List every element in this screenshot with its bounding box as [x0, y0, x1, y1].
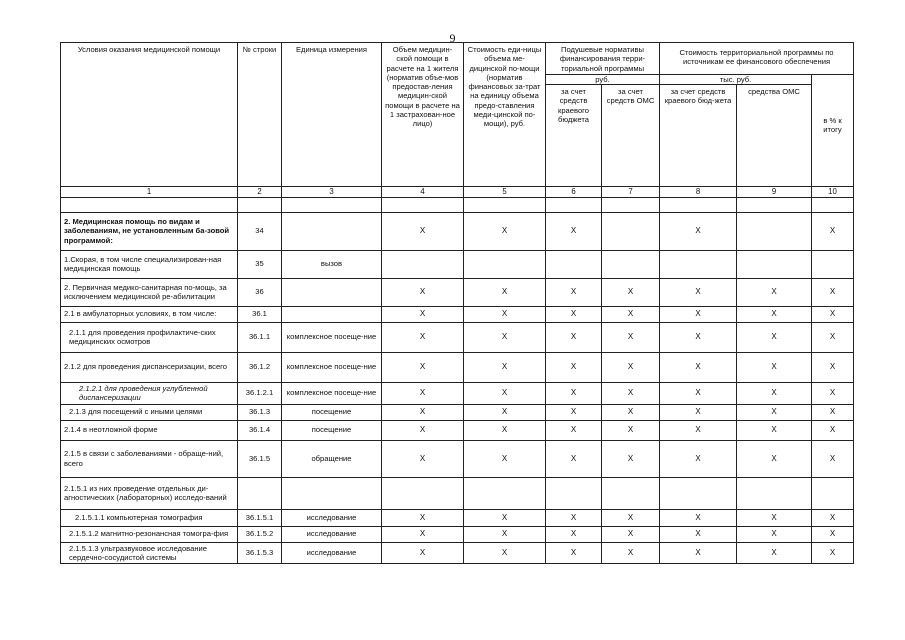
- value-cell: Х: [546, 382, 602, 404]
- row-label: 2.1.5.1.2 магнитно-резонансная томогра-фия: [61, 526, 238, 542]
- col-number: 2: [238, 187, 282, 198]
- territorial-program-table: [60, 42, 854, 564]
- value-cell: Х: [546, 322, 602, 352]
- value-cell: Х: [546, 526, 602, 542]
- row-label: 2. Медицинская помощь по видам и заболеваниям, не установленным ба-зовой программой:: [61, 212, 238, 250]
- row-number: 36.1.2.1: [238, 382, 282, 404]
- value-cell: Х: [382, 306, 464, 322]
- value-cell: Х: [660, 322, 737, 352]
- value-cell: [546, 250, 602, 278]
- value-cell: Х: [737, 278, 812, 306]
- value-cell: [737, 250, 812, 278]
- table-row: [61, 509, 854, 526]
- table-row: [61, 382, 854, 404]
- value-cell: Х: [546, 542, 602, 564]
- value-cell: Х: [812, 420, 854, 440]
- value-cell: Х: [812, 306, 854, 322]
- col-number: 9: [737, 187, 812, 198]
- value-cell: Х: [737, 322, 812, 352]
- col-number: 8: [660, 187, 737, 198]
- row-number: 36.1.5: [238, 440, 282, 477]
- header-volume: Объем медицин-ской помощи в расчете на 1 жителя (норматив объе-мов предостав-ления медицин-ской помощи в расчете на 1 застрахован-ное лицо): [382, 43, 464, 187]
- value-cell: Х: [382, 212, 464, 250]
- value-cell: Х: [812, 404, 854, 420]
- value-cell: Х: [546, 420, 602, 440]
- row-unit: [282, 477, 382, 509]
- value-cell: [737, 212, 812, 250]
- value-cell: [602, 250, 660, 278]
- table-row: [61, 322, 854, 352]
- row-label: 2.1.5.1 из них проведение отдельных ди-агностических (лабораторных) исследо-ваний: [61, 477, 238, 509]
- value-cell: Х: [382, 404, 464, 420]
- value-cell: Х: [812, 382, 854, 404]
- value-cell: Х: [737, 404, 812, 420]
- value-cell: Х: [812, 509, 854, 526]
- row-number: 36.1.5.3: [238, 542, 282, 564]
- value-cell: Х: [382, 440, 464, 477]
- value-cell: Х: [660, 526, 737, 542]
- header-conditions: Условия оказания медицинской помощи: [61, 43, 238, 187]
- value-cell: [602, 212, 660, 250]
- row-number: 36.1: [238, 306, 282, 322]
- value-cell: Х: [382, 509, 464, 526]
- header-territorial-cost: Стоимость территориальной программы по источникам ее финансового обеспечения: [660, 43, 854, 75]
- value-cell: Х: [812, 542, 854, 564]
- table-row: [61, 420, 854, 440]
- header-row-number: № строки: [238, 43, 282, 187]
- table-row: [61, 440, 854, 477]
- header-tc-budget: за счет средств краевого бюд-жета: [660, 85, 737, 187]
- value-cell: [602, 477, 660, 509]
- value-cell: Х: [602, 440, 660, 477]
- row-unit: комплексное посеще-ние: [282, 382, 382, 404]
- value-cell: Х: [464, 306, 546, 322]
- value-cell: Х: [660, 382, 737, 404]
- value-cell: Х: [382, 322, 464, 352]
- value-cell: Х: [546, 440, 602, 477]
- row-unit: [282, 212, 382, 250]
- value-cell: Х: [464, 440, 546, 477]
- value-cell: [464, 250, 546, 278]
- row-number: 34: [238, 212, 282, 250]
- value-cell: Х: [546, 212, 602, 250]
- value-cell: [546, 477, 602, 509]
- row-unit: комплексное посеще-ние: [282, 352, 382, 382]
- value-cell: Х: [660, 509, 737, 526]
- value-cell: Х: [737, 526, 812, 542]
- value-cell: Х: [464, 404, 546, 420]
- value-cell: Х: [546, 306, 602, 322]
- value-cell: Х: [464, 278, 546, 306]
- value-cell: Х: [464, 382, 546, 404]
- row-unit: вызов: [282, 250, 382, 278]
- value-cell: Х: [602, 382, 660, 404]
- value-cell: Х: [660, 352, 737, 382]
- value-cell: Х: [737, 352, 812, 382]
- value-cell: Х: [812, 212, 854, 250]
- value-cell: Х: [382, 420, 464, 440]
- row-unit: комплексное посеще-ние: [282, 322, 382, 352]
- value-cell: Х: [660, 440, 737, 477]
- value-cell: Х: [464, 352, 546, 382]
- row-number: 36.1.4: [238, 420, 282, 440]
- table-row: [61, 212, 854, 250]
- value-cell: Х: [737, 542, 812, 564]
- value-cell: [660, 197, 737, 212]
- value-cell: Х: [546, 509, 602, 526]
- row-label: 2.1.3 для посещений с иными целями: [61, 404, 238, 420]
- col-number: 1: [61, 187, 238, 198]
- value-cell: [660, 477, 737, 509]
- row-label: [61, 197, 238, 212]
- row-label: 2.1.1 для проведения профилактиче-ских медицинских осмотров: [61, 322, 238, 352]
- row-number: 36.1.5.2: [238, 526, 282, 542]
- value-cell: Х: [812, 526, 854, 542]
- header-pc-oms: за счет средств ОМС: [602, 85, 660, 187]
- value-cell: Х: [382, 352, 464, 382]
- row-number: 36.1.2: [238, 352, 282, 382]
- table-row: [61, 306, 854, 322]
- column-number-row: [61, 187, 854, 198]
- value-cell: Х: [546, 352, 602, 382]
- row-unit: исследование: [282, 526, 382, 542]
- value-cell: Х: [382, 278, 464, 306]
- row-label: 1.Скорая, в том числе специализирован-ная медицинская помощь: [61, 250, 238, 278]
- value-cell: [382, 250, 464, 278]
- col-number: 5: [464, 187, 546, 198]
- table-row: [61, 404, 854, 420]
- table-row: [61, 197, 854, 212]
- value-cell: [812, 197, 854, 212]
- header-per-capita-unit: руб.: [546, 74, 660, 84]
- table-row: [61, 352, 854, 382]
- value-cell: [812, 250, 854, 278]
- value-cell: Х: [812, 322, 854, 352]
- row-number: [238, 477, 282, 509]
- header-pc-budget: за счет средств краевого бюджета: [546, 85, 602, 187]
- row-unit: [282, 197, 382, 212]
- col-number: 6: [546, 187, 602, 198]
- value-cell: [737, 197, 812, 212]
- value-cell: Х: [382, 382, 464, 404]
- value-cell: Х: [464, 212, 546, 250]
- value-cell: [464, 197, 546, 212]
- value-cell: Х: [602, 542, 660, 564]
- value-cell: Х: [737, 440, 812, 477]
- row-number: 35: [238, 250, 282, 278]
- row-number: 36.1.3: [238, 404, 282, 420]
- row-unit: посещение: [282, 420, 382, 440]
- row-label: 2.1 в амбулаторных условиях, в том числе:: [61, 306, 238, 322]
- value-cell: Х: [812, 440, 854, 477]
- col-number: 10: [812, 187, 854, 198]
- value-cell: Х: [660, 404, 737, 420]
- value-cell: Х: [464, 509, 546, 526]
- value-cell: Х: [660, 420, 737, 440]
- row-number: 36.1.5.1: [238, 509, 282, 526]
- value-cell: Х: [602, 278, 660, 306]
- value-cell: Х: [660, 212, 737, 250]
- header-unit-cost: Стоимость еди-ницы объема ме-дицинской по-мощи (норматив финансовых за-трат на единицу объема предо-ставления меди-цинской по-мощи), руб.: [464, 43, 546, 187]
- value-cell: Х: [464, 420, 546, 440]
- row-unit: обращение: [282, 440, 382, 477]
- value-cell: Х: [737, 509, 812, 526]
- row-label: 2.1.5.1.1 компьютерная томография: [61, 509, 238, 526]
- value-cell: Х: [546, 278, 602, 306]
- row-label: 2.1.5.1.3 ультразвуковое исследование сердечно-сосудистой системы: [61, 542, 238, 564]
- row-label: 2.1.2 для проведения диспансеризации, всего: [61, 352, 238, 382]
- value-cell: Х: [737, 306, 812, 322]
- page-number: 9: [449, 31, 456, 45]
- table-row: [61, 278, 854, 306]
- value-cell: Х: [382, 526, 464, 542]
- row-number: [238, 197, 282, 212]
- col-number: 7: [602, 187, 660, 198]
- value-cell: Х: [546, 404, 602, 420]
- value-cell: Х: [660, 306, 737, 322]
- value-cell: [464, 477, 546, 509]
- value-cell: Х: [602, 404, 660, 420]
- row-label: 2.1.4 в неотложной форме: [61, 420, 238, 440]
- value-cell: Х: [602, 509, 660, 526]
- row-unit: исследование: [282, 542, 382, 564]
- value-cell: Х: [660, 542, 737, 564]
- table-row: [61, 477, 854, 509]
- value-cell: Х: [812, 352, 854, 382]
- row-unit: исследование: [282, 509, 382, 526]
- table-row: [61, 542, 854, 564]
- value-cell: Х: [382, 542, 464, 564]
- value-cell: [602, 197, 660, 212]
- header-per-capita: Подушевые нормативы финансирования терри-ториальной программы: [546, 43, 660, 75]
- value-cell: Х: [602, 306, 660, 322]
- value-cell: Х: [660, 278, 737, 306]
- table-row: [61, 250, 854, 278]
- value-cell: [382, 197, 464, 212]
- row-label: 2.1.2.1 для проведения углубленной диспансеризации: [61, 382, 238, 404]
- row-unit: посещение: [282, 404, 382, 420]
- value-cell: Х: [737, 420, 812, 440]
- header-unit: Единица измерения: [282, 43, 382, 187]
- value-cell: [812, 477, 854, 509]
- row-number: 36.1.1: [238, 322, 282, 352]
- row-label: 2. Первичная медико-санитарная по-мощь, за исключением медицинской ре-абилитации: [61, 278, 238, 306]
- value-cell: Х: [812, 278, 854, 306]
- value-cell: Х: [464, 322, 546, 352]
- col-number: 4: [382, 187, 464, 198]
- row-unit: [282, 278, 382, 306]
- value-cell: [546, 197, 602, 212]
- value-cell: Х: [464, 542, 546, 564]
- row-number: 36: [238, 278, 282, 306]
- value-cell: Х: [602, 526, 660, 542]
- value-cell: Х: [602, 352, 660, 382]
- value-cell: Х: [602, 322, 660, 352]
- value-cell: Х: [737, 382, 812, 404]
- row-label: 2.1.5 в связи с заболеваниями - обраще-ний, всего: [61, 440, 238, 477]
- value-cell: [660, 250, 737, 278]
- value-cell: [737, 477, 812, 509]
- header-percent-total: в % к итогу: [812, 74, 854, 186]
- table-row: [61, 526, 854, 542]
- value-cell: [382, 477, 464, 509]
- header-territorial-unit: тыс. руб.: [660, 74, 812, 84]
- col-number: 3: [282, 187, 382, 198]
- row-unit: [282, 306, 382, 322]
- header-tc-oms: средства ОМС: [737, 85, 812, 187]
- value-cell: Х: [464, 526, 546, 542]
- value-cell: Х: [602, 420, 660, 440]
